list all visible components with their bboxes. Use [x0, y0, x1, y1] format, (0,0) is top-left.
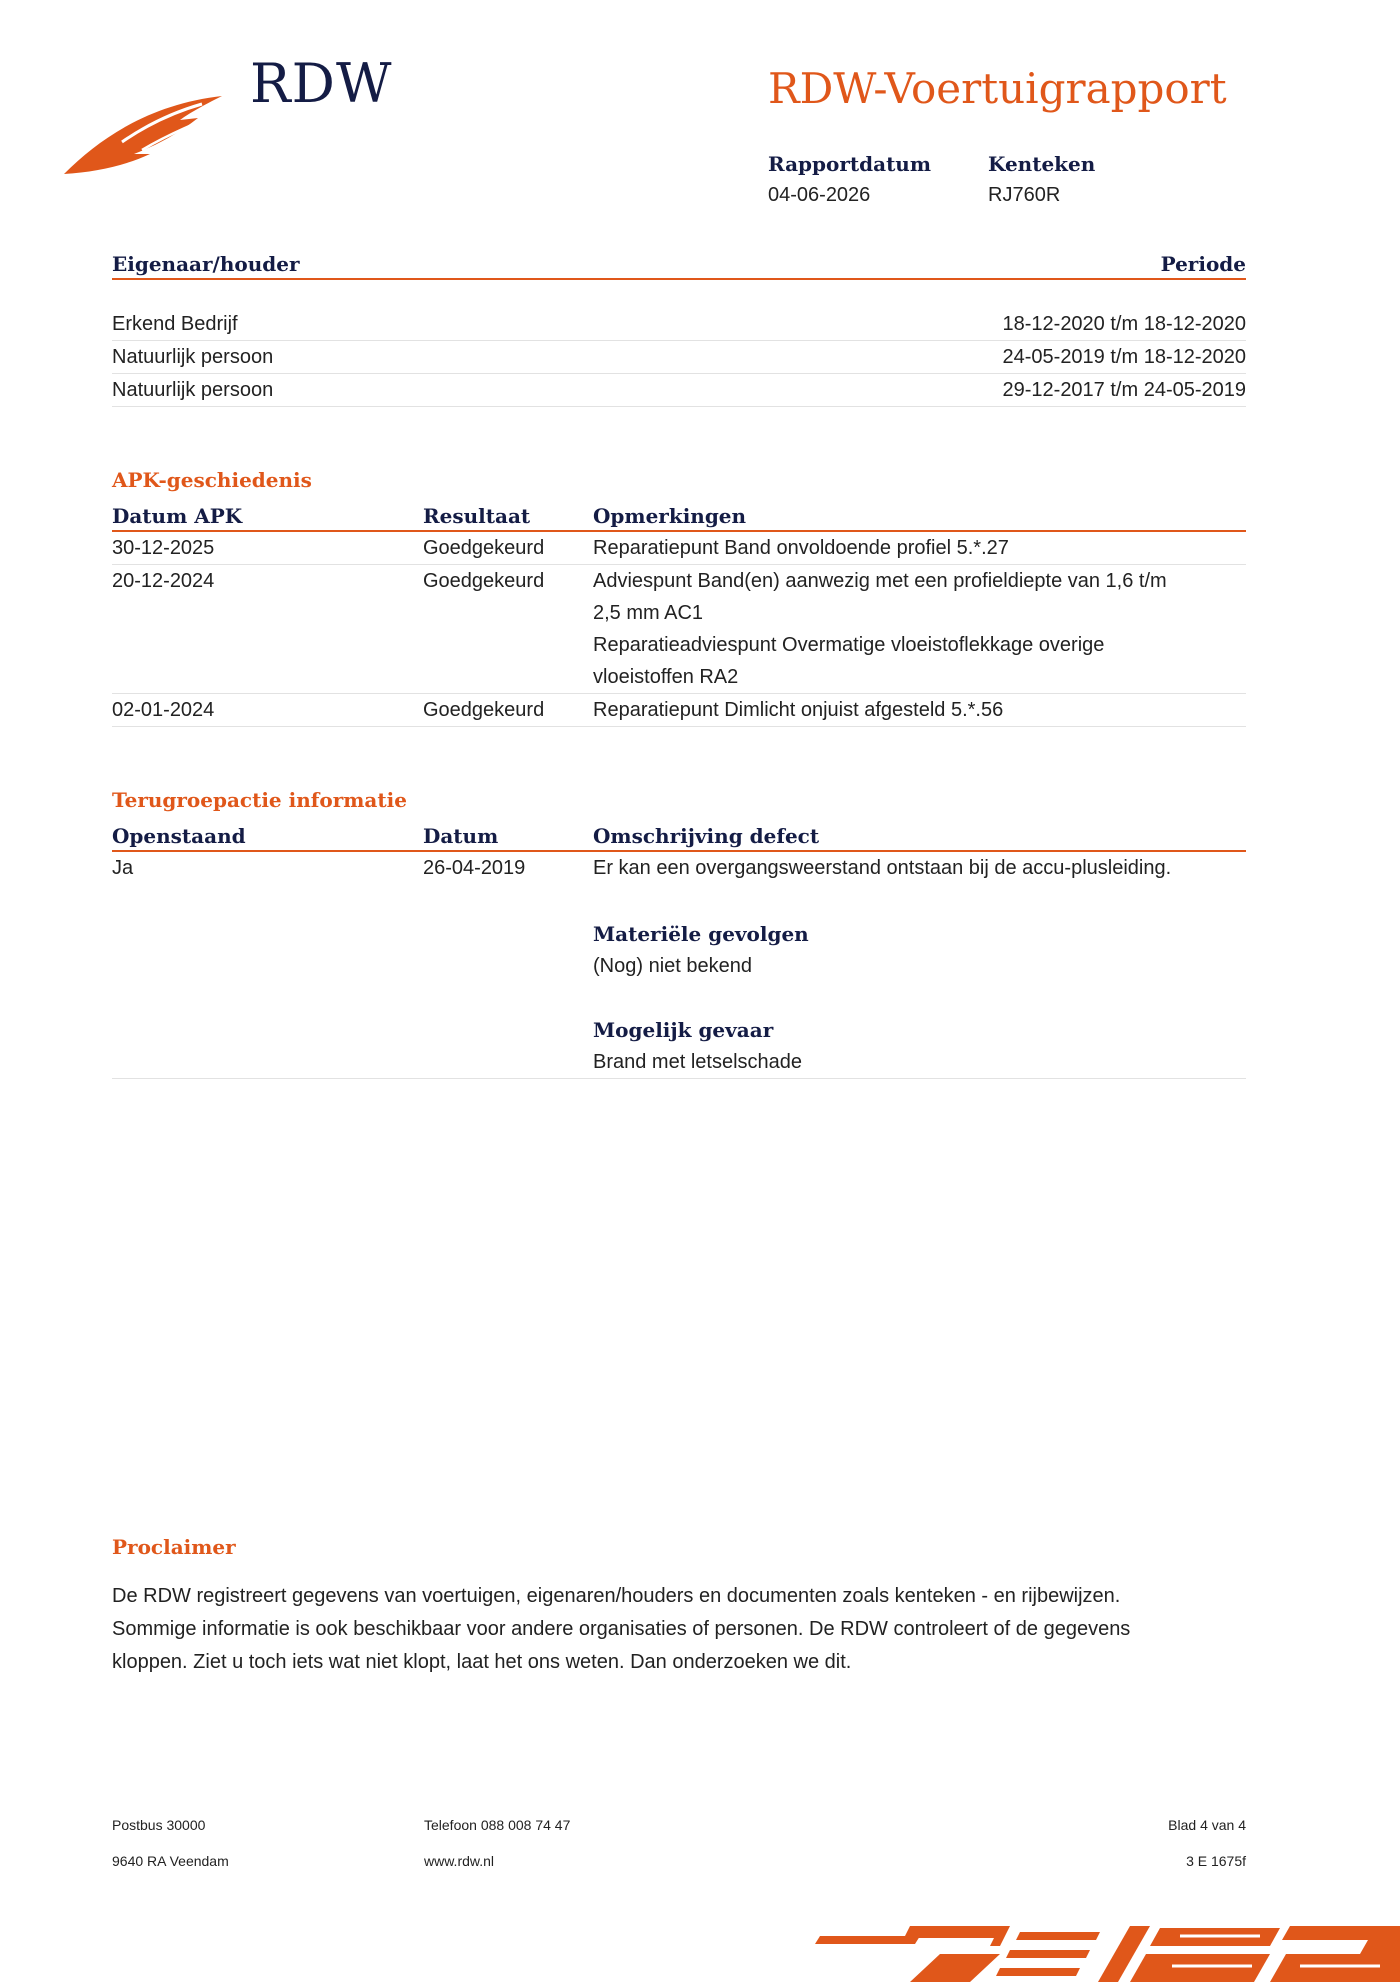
- material-consequences-value: (Nog) niet bekend: [593, 955, 752, 977]
- apk-remark-line: 2,5 mm AC1: [593, 602, 704, 624]
- period-column-header: Periode: [1160, 252, 1246, 276]
- recall-section: [112, 788, 1246, 1079]
- footer-website: www.rdw.nl: [424, 1853, 495, 1869]
- footer-phone: Telefoon 088 008 74 47: [424, 1817, 571, 1833]
- report-date-label: Rapportdatum: [768, 152, 932, 176]
- recall-header: [112, 816, 1246, 852]
- recall-desc-column-header: Omschrijving defect: [593, 824, 820, 848]
- plate-label: Kenteken: [988, 152, 1096, 176]
- owner-cell: Natuurlijk persoon: [112, 346, 274, 368]
- apk-result-column-header: Resultaat: [423, 504, 531, 528]
- apk-section: [112, 468, 1246, 727]
- apk-row: [112, 532, 1246, 565]
- possible-danger-value: Brand met letselschade: [593, 1051, 803, 1073]
- material-consequences-label: Materiële gevolgen: [593, 922, 809, 946]
- recall-open-column-header: Openstaand: [112, 824, 246, 848]
- period-cell: 29-12-2017 t/m 24-05-2019: [1002, 379, 1246, 401]
- owner-column-header: Eigenaar/houder: [112, 252, 300, 276]
- logo-text: RDW: [250, 52, 393, 115]
- footer-stripes-icon: [800, 1924, 1400, 1982]
- owner-row: [112, 374, 1246, 407]
- apk-remark-line: Reparatieadviespunt Overmatige vloeistoflekkage overige: [593, 634, 1105, 656]
- apk-date-cell: 02-01-2024: [112, 699, 215, 721]
- apk-remark-line: Reparatiepunt Dimlicht onjuist afgesteld 5.*.56: [593, 699, 1004, 721]
- apk-result-cell: Goedgekeurd: [423, 699, 545, 721]
- owners-header: [112, 244, 1246, 280]
- recall-date-cell: 26-04-2019: [423, 857, 526, 879]
- recall-row: [112, 852, 1246, 1079]
- recall-description: Er kan een overgangsweerstand ontstaan bij de accu-plusleiding.: [593, 857, 1172, 879]
- apk-title: APK-geschiedenis: [112, 468, 312, 492]
- report-date-value: 04-06-2026: [768, 184, 871, 206]
- apk-remark-line: vloeistoffen RA2: [593, 666, 739, 688]
- proclaimer-text: [112, 1580, 1262, 1679]
- apk-remarks-column-header: Opmerkingen: [593, 504, 747, 528]
- apk-result-cell: Goedgekeurd: [423, 537, 545, 559]
- rdw-logo-icon: [62, 86, 232, 178]
- owner-cell: Natuurlijk persoon: [112, 379, 274, 401]
- recall-desc-cell: [593, 852, 1246, 1078]
- report-title: RDW-Voertuigrapport: [768, 64, 1227, 113]
- apk-row: [112, 694, 1246, 727]
- recall-date-column-header: Datum: [423, 824, 499, 848]
- apk-date-column-header: Datum APK: [112, 504, 243, 528]
- recall-open-cell: Ja: [112, 857, 134, 879]
- apk-remarks-cell: [593, 694, 1246, 726]
- proclaimer-title: Proclaimer: [112, 1535, 236, 1559]
- apk-row: [112, 565, 1246, 694]
- apk-result-cell: Goedgekeurd: [423, 570, 545, 592]
- footer-postbus: Postbus 30000: [112, 1817, 206, 1833]
- apk-date-cell: 20-12-2024: [112, 570, 215, 592]
- plate-value: RJ760R: [988, 184, 1061, 206]
- apk-remark-line: Reparatiepunt Band onvoldoende profiel 5.*.27: [593, 537, 1009, 559]
- apk-remark-line: Adviespunt Band(en) aanwezig met een profieldiepte van 1,6 t/m: [593, 570, 1167, 592]
- recall-title: Terugroepactie informatie: [112, 788, 407, 812]
- owners-section: [112, 244, 1246, 407]
- apk-remarks-cell: [593, 565, 1246, 693]
- proclaimer-line: De RDW registreert gegevens van voertuigen, eigenaren/houders en documenten zoals kenteken - en rijbewijzen.: [112, 1585, 1121, 1607]
- owner-cell: Erkend Bedrijf: [112, 313, 238, 335]
- footer-postcode: 9640 RA Veendam: [112, 1853, 229, 1869]
- footer-document-code: 3 E 1675f: [1186, 1853, 1246, 1869]
- owner-row: [112, 308, 1246, 341]
- period-cell: 24-05-2019 t/m 18-12-2020: [1002, 346, 1246, 368]
- possible-danger-label: Mogelijk gevaar: [593, 1018, 774, 1042]
- period-cell: 18-12-2020 t/m 18-12-2020: [1002, 313, 1246, 335]
- apk-remarks-cell: [593, 532, 1246, 564]
- owner-row: [112, 341, 1246, 374]
- proclaimer-line: kloppen. Ziet u toch iets wat niet klopt, laat het ons weten. Dan onderzoeken we dit.: [112, 1651, 852, 1673]
- proclaimer-line: Sommige informatie is ook beschikbaar voor andere organisaties of personen. De RDW controleert of de gegevens: [112, 1618, 1131, 1640]
- apk-header: [112, 496, 1246, 532]
- apk-date-cell: 30-12-2025: [112, 537, 215, 559]
- footer-page-number: Blad 4 van 4: [1168, 1817, 1246, 1833]
